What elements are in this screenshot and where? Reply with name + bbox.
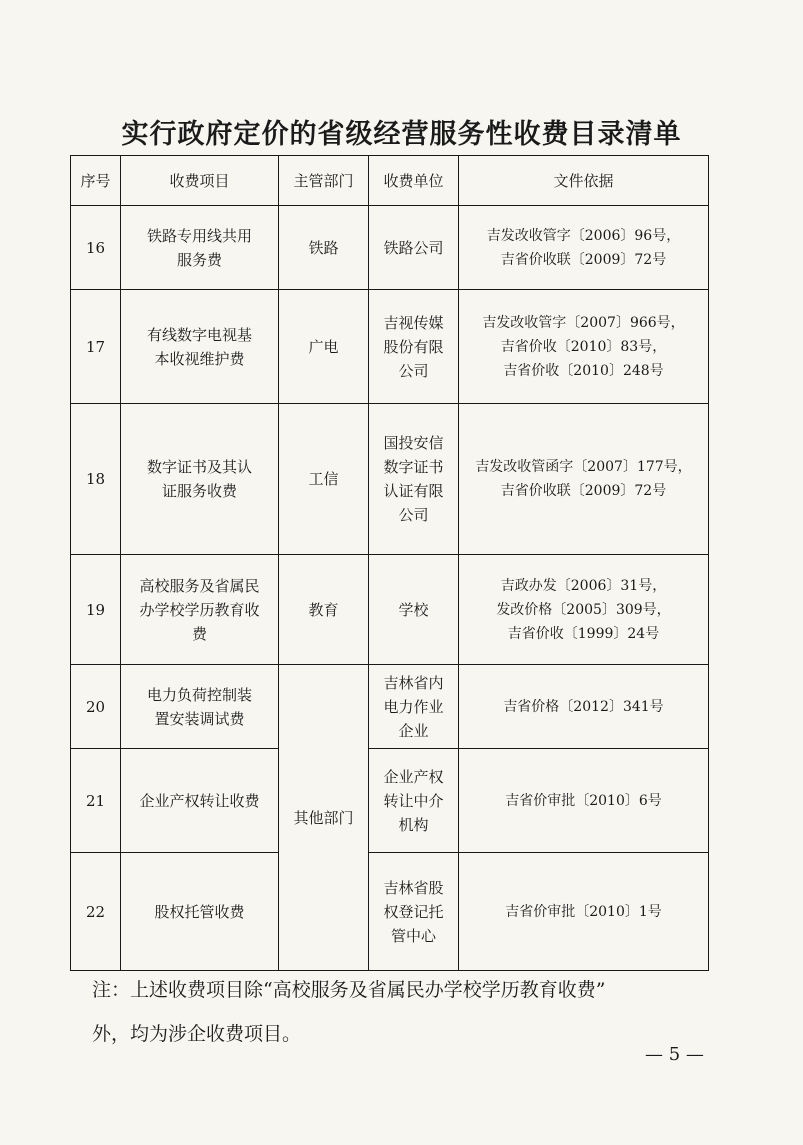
- doc-line: 吉发改收管函字〔2007〕177号，: [475, 459, 692, 475]
- doc-line: 吉省价格〔2012〕341号: [503, 698, 664, 715]
- row-item: 高校服务及省属民办学校学历教育收费: [121, 555, 279, 665]
- row-unit: 国投安信数字证书认证有限公司: [369, 404, 459, 555]
- doc-line: 发改价格〔2005〕309号，: [496, 601, 671, 618]
- row-docs: [459, 853, 709, 971]
- row-item: 铁路专用线共用服务费: [121, 206, 279, 290]
- row-item: 数字证书及其认证服务收费: [121, 404, 279, 555]
- row-docs: [459, 555, 709, 665]
- footnote: [92, 968, 712, 1056]
- doc-line: 吉省价收〔1999〕24号: [507, 625, 660, 642]
- row-no: 22: [71, 853, 121, 971]
- row-unit: 吉视传媒股份有限公司: [369, 290, 459, 404]
- row-docs: [459, 290, 709, 404]
- row-docs: [459, 206, 709, 290]
- fee-table: [70, 155, 709, 971]
- row-item: 股权托管收费: [121, 853, 279, 971]
- row-no: 20: [71, 665, 121, 749]
- row-item: 企业产权转让收费: [121, 749, 279, 853]
- page-number: — 5 —: [645, 1044, 704, 1065]
- doc-line: 吉省价收〔2010〕248号: [503, 362, 664, 379]
- row-no: 19: [71, 555, 121, 665]
- header-unit: 收费单位: [369, 156, 459, 206]
- table-row: [71, 206, 709, 290]
- doc-line: 吉省价审批〔2010〕6号: [505, 792, 662, 809]
- table-row: [71, 404, 709, 555]
- row-unit: 企业产权转让中介机构: [369, 749, 459, 853]
- doc-line: 吉省价收〔2010〕83号，: [500, 338, 667, 355]
- row-unit: 铁路公司: [369, 206, 459, 290]
- row-docs: [459, 749, 709, 853]
- row-unit: 学校: [369, 555, 459, 665]
- row-no: 18: [71, 404, 121, 555]
- row-docs: [459, 404, 709, 555]
- row-no: 21: [71, 749, 121, 853]
- row-unit: 吉林省内电力作业企业: [369, 665, 459, 749]
- row-dept: 教育: [279, 555, 369, 665]
- doc-line: 吉发改收管字〔2007〕966号，: [482, 314, 685, 331]
- row-no: 16: [71, 206, 121, 290]
- footnote-line: 注：上述收费项目除“高校服务及省属民办学校学历教育收费”: [92, 979, 606, 1001]
- doc-line: 吉省价收联〔2009〕72号: [500, 251, 667, 268]
- row-docs: [459, 665, 709, 749]
- row-item: 有线数字电视基本收视维护费: [121, 290, 279, 404]
- table-header-row: [71, 156, 709, 206]
- row-dept: 广电: [279, 290, 369, 404]
- header-dept: 主管部门: [279, 156, 369, 206]
- header-item: 收费项目: [121, 156, 279, 206]
- table-row: [71, 290, 709, 404]
- page-title: 实行政府定价的省级经营服务性收费目录清单: [121, 119, 682, 150]
- footnote-line: 外，均为涉企收费项目。: [92, 1023, 302, 1045]
- row-unit: 吉林省股权登记托管中心: [369, 853, 459, 971]
- row-item: 电力负荷控制装置安装调试费: [121, 665, 279, 749]
- row-dept: 铁路: [279, 206, 369, 290]
- row-no: 17: [71, 290, 121, 404]
- row-dept: 工信: [279, 404, 369, 555]
- table-row: [71, 853, 709, 971]
- doc-line: 吉省价收联〔2009〕72号: [500, 483, 667, 499]
- header-no: 序号: [71, 156, 121, 206]
- header-docs: 文件依据: [459, 156, 709, 206]
- table-row: [71, 555, 709, 665]
- table-row: [71, 749, 709, 853]
- row-dept: 其他部门: [279, 665, 369, 971]
- table-row: [71, 665, 709, 749]
- doc-line: 吉发改收管字〔2006〕96号，: [486, 227, 681, 244]
- doc-line: 吉政办发〔2006〕31号，: [500, 577, 667, 594]
- doc-line: 吉省价审批〔2010〕1号: [505, 903, 662, 920]
